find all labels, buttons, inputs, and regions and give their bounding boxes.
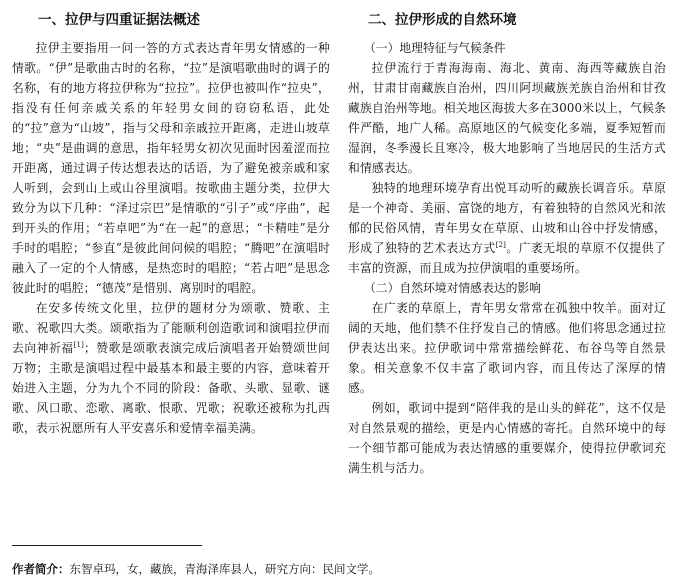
footnote-text: 东智卓玛，女，藏族，青海泽库县人，研究方向：民间文学。: [69, 562, 380, 576]
paragraph-text: 。广袤无垠的草原不仅提供了丰富的资源，而且成为拉伊演唱的重要场所。: [348, 241, 666, 275]
paragraph: 例如，歌词中提到“陪伴我的是山头的鲜花”，这不仅是对自然景观的描绘，更是内心情感的寄托。自然环境中的每一个细节都可能成为表达情感的重要媒介，使得拉伊歌词充满生机与活力。: [348, 401, 666, 475]
citation-ref: [2]: [495, 241, 507, 250]
paragraph: 在广袤的草原上，青年男女常常在孤独中牧羊。面对辽阔的天地，他们禁不住抒发自己的情感。他们将思念通过拉伊表达出来。拉伊歌词中常常描绘鲜花、布谷鸟等自然景象。相关意象不仅丰富了歌词内容，而且传达了深厚的情感。: [348, 301, 666, 395]
author-footnote: [12, 560, 380, 578]
paragraph-text: 在安多传统文化里，拉伊的题材分为颂歌、赞歌、主歌、祝歌四大类。颂歌指为了能顺利创造歌词和演唱拉伊而去向神祈福: [12, 301, 330, 355]
paragraph-text: ；赞歌是颂歌表演完成后演唱者开始赞颂世间万物；主歌是演唱过程中最基本和最主要的内容，意味着开始进入主题，分为九个不同的阶段：备歌、头歌、显歌、谜歌、风口歌、恋歌、离歌、恨歌、咒歌；祝歌还被称为扎西歌，表示祝愿所有人平安喜乐和爱情幸福美满。: [12, 341, 330, 435]
section-title-1: 一、拉伊与四重证据法概述: [38, 12, 200, 28]
citation-ref: [1]: [73, 341, 84, 350]
paragraph-text: 独特的地理环境孕育出悦耳动听的藏族长调音乐。草原是一个神奇、美丽、富饶的地方，有着独特的自然风光和浓郁的民俗风情，青年男女在草原、山坡和山谷中抒发情感，形成了独特的艺术表达方式: [348, 181, 666, 255]
subsection-title-1: （一）地理特征与气候条件: [364, 41, 506, 55]
paragraph: 拉伊流行于青海海南、海北、黄南、海西等藏族自治州，甘肃甘南藏族自治州，四川阿坝藏族羌族自治州和甘孜藏族自治州等地。相关地区海拔大多在3000米以上，气候条件严酷，地广人稀。高原地区的气候变化多端，夏季短暂而湿润，冬季漫长且寒冷，极大地影响了当地居民的生活方式和情感表达。: [348, 61, 666, 175]
subsection-title-2: （二）自然环境对情感表达的影响: [364, 281, 541, 295]
left-column: [12, 10, 330, 438]
right-column: [348, 10, 666, 478]
paragraph: [348, 178, 666, 278]
footnote-separator: [12, 545, 202, 546]
paragraph: 拉伊主要指用一问一答的方式表达青年男女情感的一种情歌。“伊”是歌曲古时的名称，“拉”是演唱歌曲时的调子的名称，有的地方将拉伊称为“拉拉”。拉伊也被叫作“拉央”，指没有任何亲戚关系的年轻男女间的窃窃私语，此处的“拉”意为“山坡”，指与父母和亲戚拉开距离，走进山坡草地；“央”是曲调的意思，指年轻男女初次见面时因羞涩而拉开距离，通过调子传达想表达的话语，为了避免被亲戚和家人听到，会到山上或山谷里演唱。按歌曲主题分类，拉伊大致分为以下几种：“泽过宗巴”是情歌的“引子”或“序曲”，起到开头的作用；“若卓吧”为“在一起”的意思；“卡精哇”是分手时的唱腔；“参直”是彼此间问候的唱腔；“腾吧”在演唱时融入了一定的个人情感，是热恋时的唱腔；“若占吧”是思念彼此时的唱腔；“德茂”是惜别、离别时的唱腔。: [12, 41, 330, 295]
footnote-label: 作者简介：: [12, 562, 70, 576]
paragraph: [12, 298, 330, 438]
section-title-2: 二、拉伊形成的自然环境: [368, 12, 517, 28]
